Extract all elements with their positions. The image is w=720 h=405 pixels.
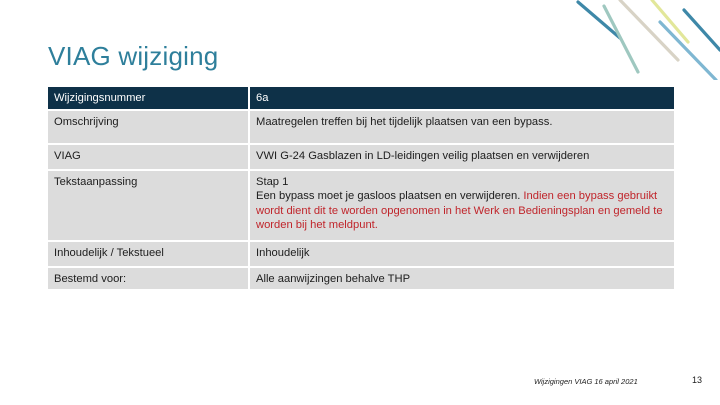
row-label: Inhoudelijk / Tekstueel: [48, 242, 250, 268]
deco-line: [652, 0, 688, 42]
row-label: VIAG: [48, 145, 250, 171]
deco-line: [604, 6, 638, 72]
step-label: Stap 1: [256, 175, 289, 188]
table-row: [48, 145, 674, 171]
table-row: [48, 268, 674, 292]
header-label: Wijzigingsnummer: [48, 87, 250, 111]
table-header-row: [48, 87, 674, 111]
header-value: 6a: [250, 87, 674, 111]
text-added: Indien een bypass gebruikt wordt dient dit te worden opgenomen in het Werk en Bedieningsplan en gemeld te worden bij het meldpunt.: [256, 190, 663, 231]
row-value: Alle aanwijzingen behalve THP: [250, 268, 674, 292]
slide-title: VIAG wijziging: [48, 41, 219, 71]
row-label: Tekstaanpassing: [48, 171, 250, 242]
change-table: [48, 87, 674, 291]
text-change-body: [256, 189, 668, 233]
row-value: Maatregelen treffen bij het tijdelijk plaatsen van een bypass.: [250, 111, 674, 145]
footer-text: Wijzigingen VIAG 16 april 2021: [534, 377, 638, 386]
row-label: Bestemd voor:: [48, 268, 250, 292]
deco-line: [578, 2, 620, 38]
table-row: [48, 171, 674, 242]
decorative-lines: [560, 0, 720, 80]
table-row: [48, 111, 674, 145]
text-unchanged: Een bypass moet je gasloos plaatsen en verwijderen.: [256, 190, 521, 202]
row-value: [250, 171, 674, 242]
page-number: 13: [692, 375, 703, 385]
deco-line: [684, 10, 720, 50]
row-label: Omschrijving: [48, 111, 250, 145]
row-value: Inhoudelijk: [250, 242, 674, 268]
table-row: [48, 242, 674, 268]
row-value: VWI G-24 Gasblazen in LD-leidingen veilig plaatsen en verwijderen: [250, 145, 674, 171]
